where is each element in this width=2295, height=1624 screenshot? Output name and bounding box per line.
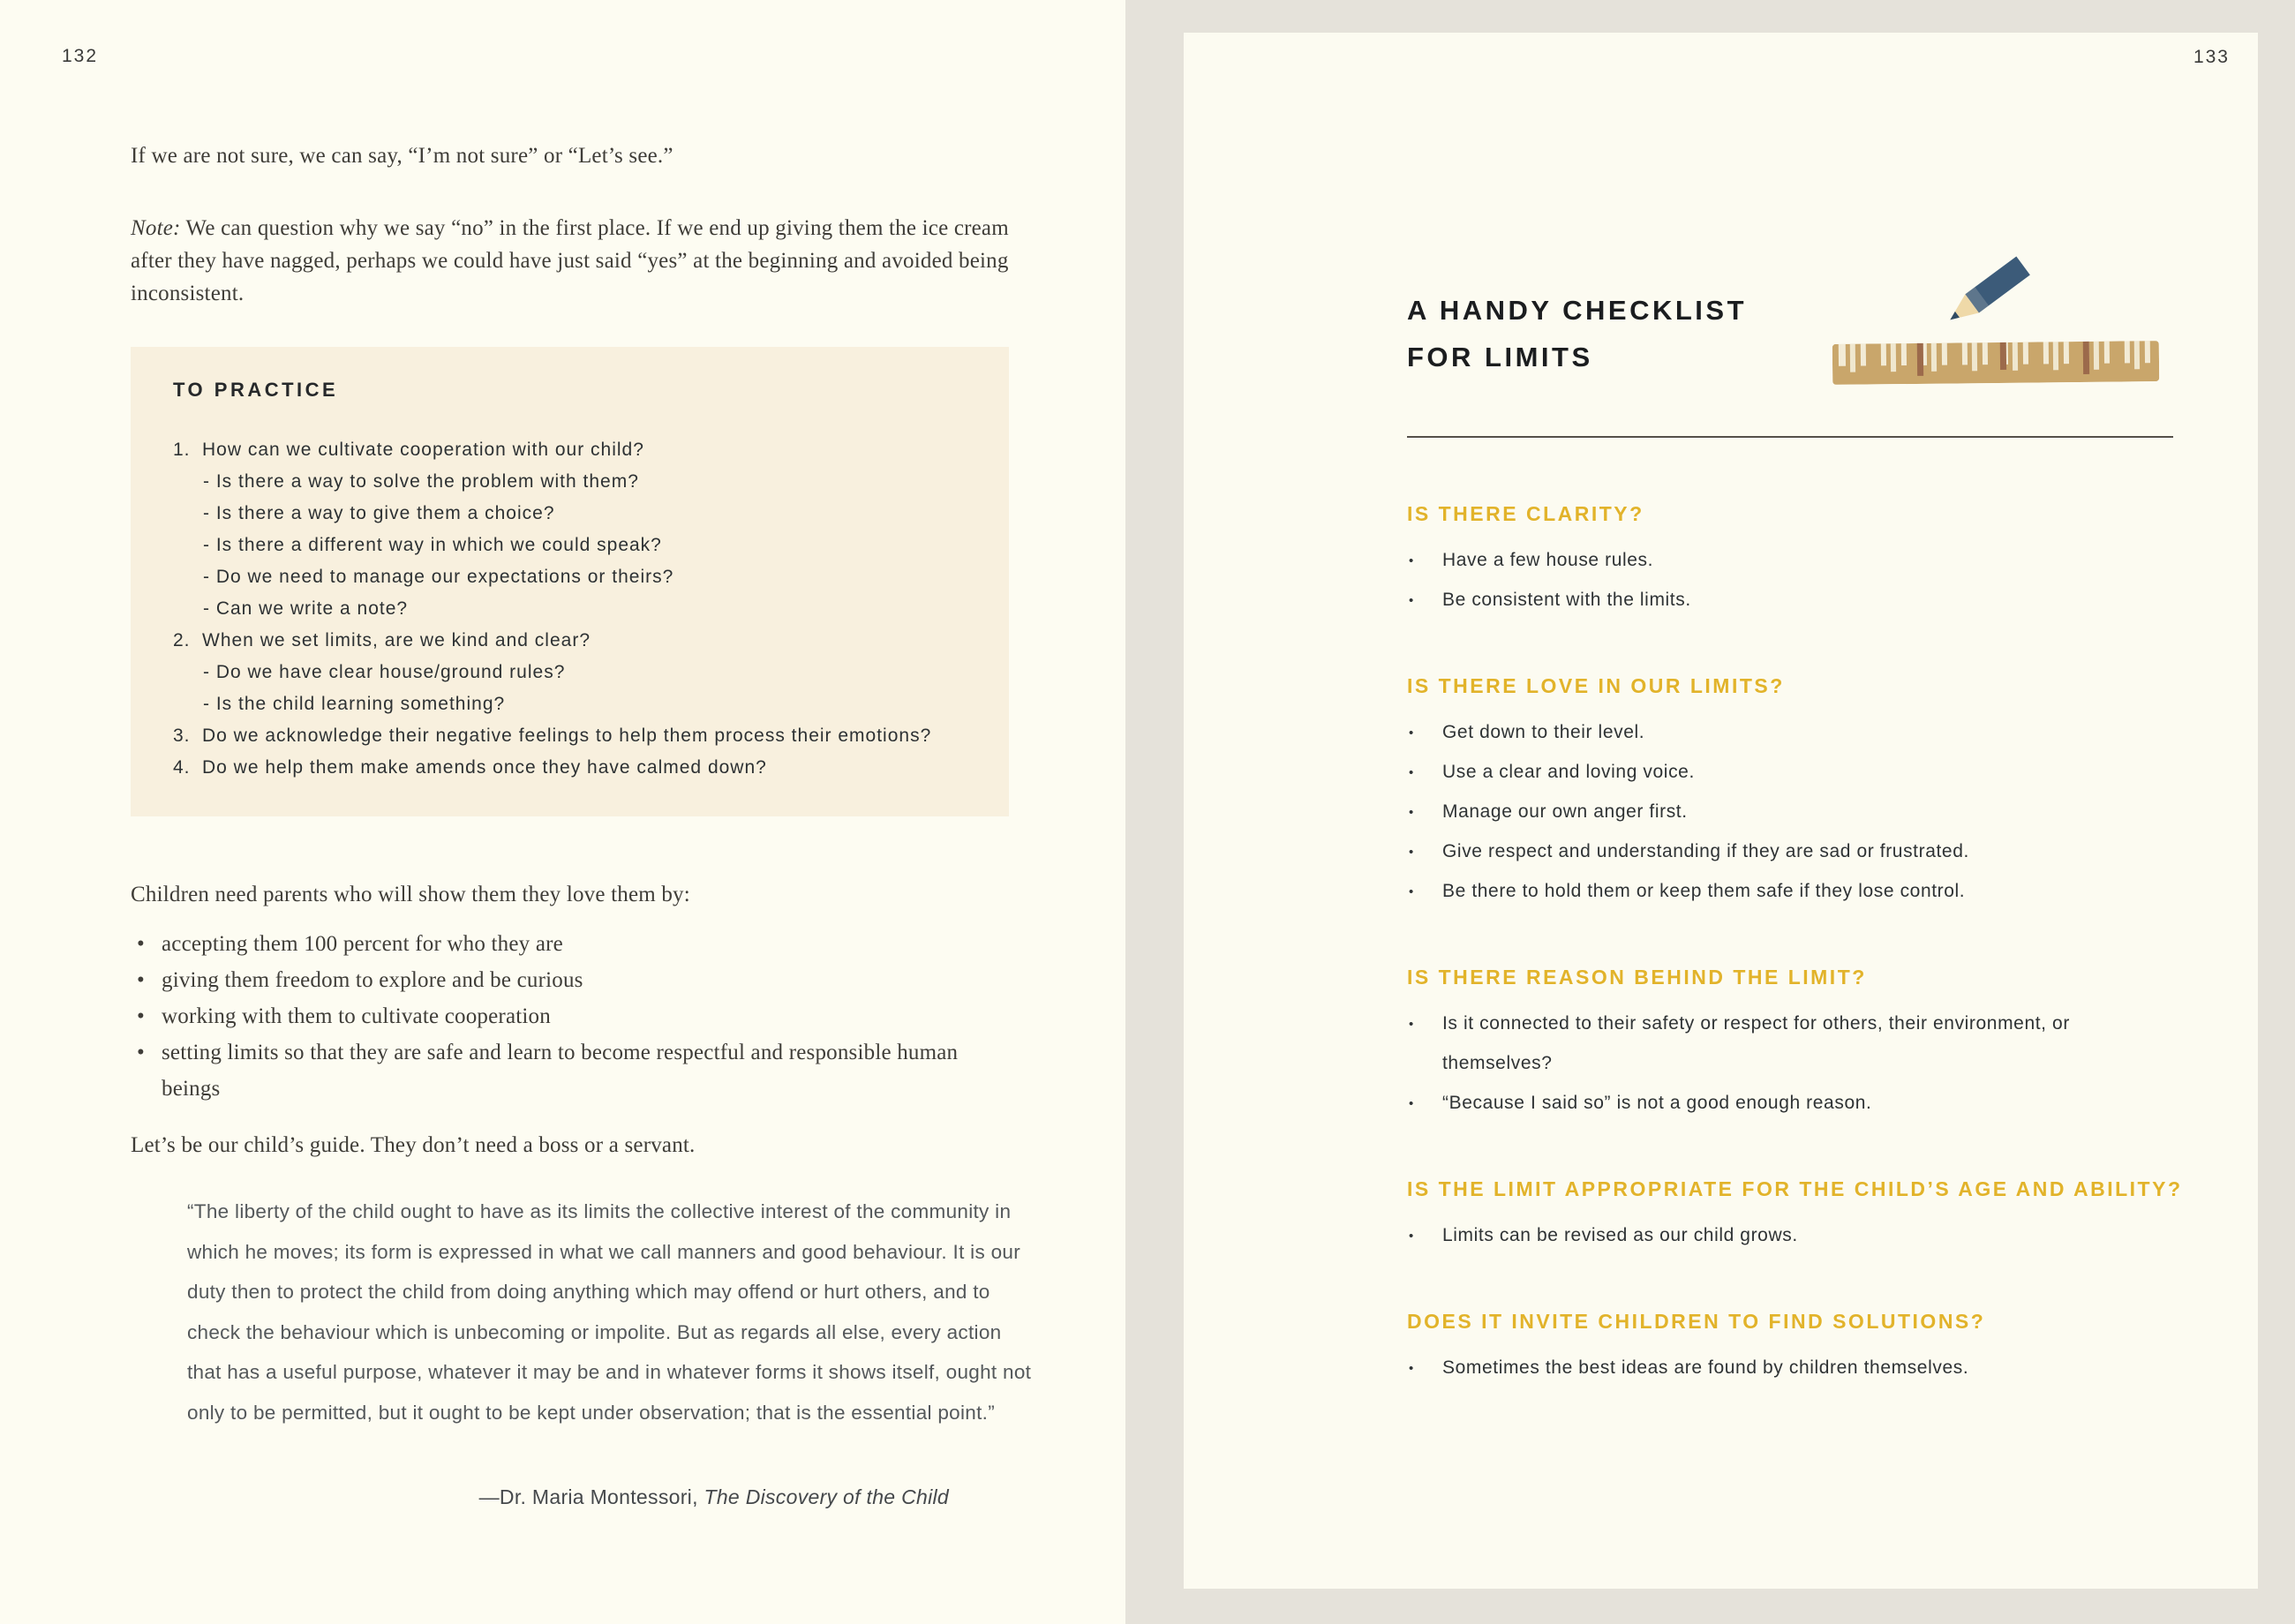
love-list <box>137 926 1011 1107</box>
list-item: • Have a few house rules. <box>1407 540 2184 580</box>
guide-line: Let’s be our child’s guide. They don’t need a boss or a servant. <box>131 1133 696 1157</box>
ruler-tick <box>1917 343 1923 376</box>
checklist-section <box>1407 1306 2184 1387</box>
section-heading: DOES IT INVITE CHILDREN TO FIND SOLUTIONS? <box>1407 1310 1986 1333</box>
checklist-section <box>1407 962 2184 1123</box>
practice-item-number: 1. <box>173 440 191 460</box>
note-label: Note: <box>131 216 181 240</box>
section-heading: IS THE LIMIT APPROPRIATE FOR THE CHILD’S AGE AND ABILITY? <box>1407 1177 2183 1200</box>
to-practice-box <box>131 347 1009 816</box>
page-number-right: 133 <box>2193 47 2230 67</box>
list-item: • Limits can be revised as our child grows. <box>1407 1215 2184 1255</box>
practice-list <box>131 434 1009 784</box>
practice-subitem: - Is there a way to give them a choice? <box>203 503 555 523</box>
ruler-tick <box>2000 342 2006 370</box>
practice-item-text: Do we acknowledge their negative feelings to help them process their emotions? <box>202 726 932 746</box>
section-heading: IS THERE LOVE IN OUR LIMITS? <box>1407 674 1785 697</box>
checklist-sections <box>1407 499 2184 1439</box>
paragraph-note <box>131 212 1022 310</box>
list-item: • Give respect and understanding if they are sad or frustrated. <box>1407 831 2184 871</box>
list-item: • Get down to their level. <box>1407 712 2184 752</box>
practice-item-number: 3. <box>173 726 191 746</box>
list-item: • Be there to hold them or keep them safe if they lose control. <box>1407 871 2184 911</box>
ruler-icon <box>1832 341 2159 385</box>
page-title-line1: A HANDY CHECKLIST <box>1407 295 1748 326</box>
montessori-quote: “The liberty of the child ought to have as its limits the collective interest of the community in which he moves; its form is expressed in what we call manners and good behaviour. It is our duty then to protect the child from doing anything which may offend or hurt others, and to check the behaviour which is unbecoming or impolite. But as regards all else, every action that has a useful purpose, whatever it may be and in whatever forms it shows itself, ought not only to be permitted, but it ought to be kept under observation; that is the essential point.” <box>187 1200 1032 1424</box>
attribution-author: —Dr. Maria Montessori, <box>478 1485 704 1508</box>
section-heading: IS THERE REASON BEHIND THE LIMIT? <box>1407 966 1867 989</box>
list-item: • setting limits so that they are safe and learn to become respectful and responsible human beings <box>137 1034 1011 1107</box>
practice-subitem: - Is there a different way in which we could speak? <box>203 535 662 555</box>
section-heading: IS THERE CLARITY? <box>1407 502 1644 525</box>
practice-item <box>131 752 1009 784</box>
list-item: • Is it connected to their safety or respect for others, their environment, or themselves? <box>1407 1004 2184 1083</box>
practice-subitem: - Is there a way to solve the problem with them? <box>203 471 639 492</box>
love-intro: Children need parents who will show them they love them by: <box>131 883 690 906</box>
divider-line <box>1407 436 2173 438</box>
list-item: • Manage our own anger first. <box>1407 792 2184 831</box>
practice-subitem: - Do we have clear house/ground rules? <box>203 662 566 682</box>
list-item: • “Because I said so” is not a good enough reason. <box>1407 1083 2184 1123</box>
practice-subitem: - Is the child learning something? <box>203 694 506 714</box>
practice-item <box>131 625 1009 657</box>
list-item: • accepting them 100 percent for who they are <box>137 926 1011 962</box>
right-page <box>1184 33 2258 1589</box>
practice-box-title: TO PRACTICE <box>173 379 339 401</box>
checklist-section <box>1407 671 2184 911</box>
practice-item-number: 2. <box>173 630 191 650</box>
note-text: We can question why we say “no” in the first place. If we end up giving them the ice cream after they have nagged, perhaps we could have just said “yes” at the beginning and avoided being inconsistent. <box>131 216 1009 305</box>
ruler-tick <box>2083 342 2089 374</box>
paragraph-intro: If we are not sure, we can say, “I’m not sure” or “Let’s see.” <box>131 144 673 168</box>
practice-item-text: When we set limits, are we kind and clear? <box>202 630 591 650</box>
list-item: • Sometimes the best ideas are found by children themselves. <box>1407 1348 2184 1387</box>
pencil-icon <box>1941 250 2038 329</box>
list-item: • giving them freedom to explore and be curious <box>137 962 1011 998</box>
list-item: • working with them to cultivate cooperation <box>137 998 1011 1034</box>
practice-item-text: Do we help them make amends once they have calmed down? <box>202 757 767 778</box>
practice-item-number: 4. <box>173 757 191 778</box>
practice-item <box>131 720 1009 752</box>
left-page <box>0 0 1125 1624</box>
practice-item <box>131 434 1009 466</box>
checklist-section <box>1407 499 2184 620</box>
quote-attribution <box>187 1485 1033 1509</box>
checklist-section <box>1407 1174 2184 1255</box>
practice-subitem: - Do we need to manage our expectations or theirs? <box>203 567 674 587</box>
attribution-work-title: The Discovery of the Child <box>704 1485 949 1508</box>
practice-subitem: - Can we write a note? <box>203 598 409 619</box>
page-title-line2: FOR LIMITS <box>1407 342 1593 372</box>
list-item: • Use a clear and loving voice. <box>1407 752 2184 792</box>
page-number-left: 132 <box>62 46 99 66</box>
page-title <box>1407 287 1747 380</box>
list-item: • Be consistent with the limits. <box>1407 580 2184 620</box>
practice-item-text: How can we cultivate cooperation with our child? <box>202 440 644 460</box>
